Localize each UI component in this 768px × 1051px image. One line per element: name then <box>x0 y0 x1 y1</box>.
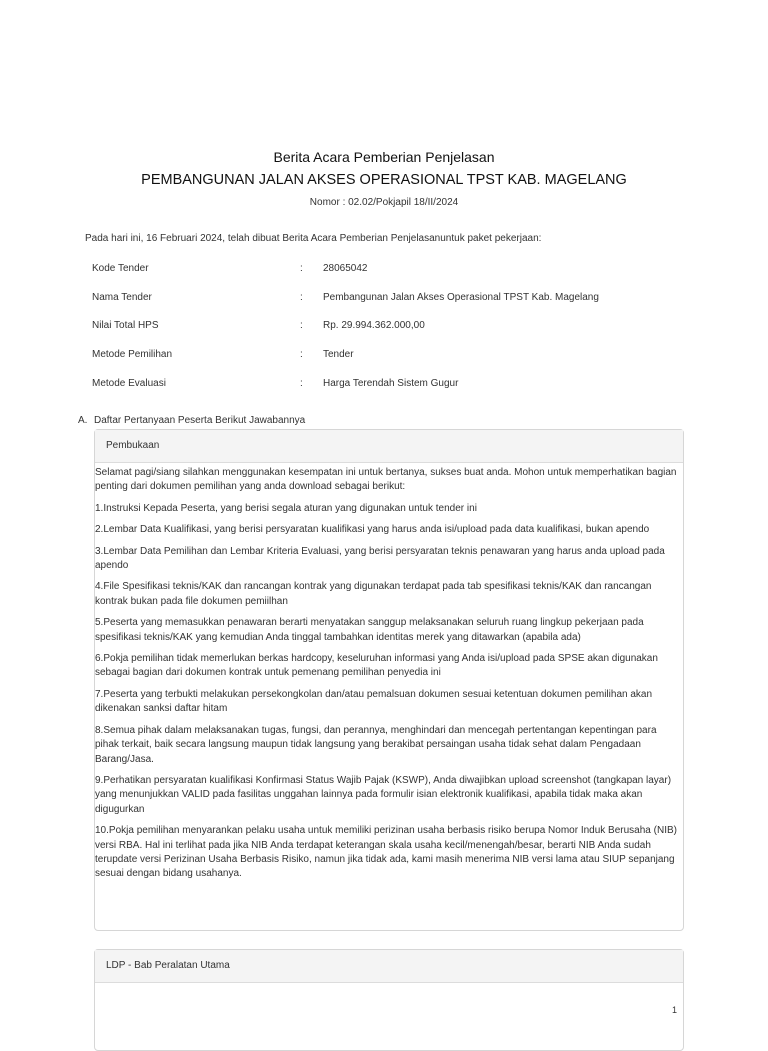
project-title: PEMBANGUNAN JALAN AKSES OPERASIONAL TPST KAB. MAGELANG <box>141 172 627 188</box>
detail-value: Pembangunan Jalan Akses Operasional TPST Kab. Magelang <box>323 292 599 303</box>
paragraph-item-8: 8.Semua pihak dalam melaksanakan tugas, fungsi, dan perannya, menghindari dan mencegah pertentangan kepentingan para pihak terkait, baik secara langsung maupun tidak langsung yang berakibat persaingan usaha tidak sehat dalam Pengadaan Barang/Jasa. <box>95 724 657 765</box>
intro-text: Pada hari ini, 16 Februari 2024, telah dibuat Berita Acara Pemberian Penjelasanuntuk paket pekerjaan: <box>85 233 542 244</box>
qa-panel-ldp-peralatan <box>94 949 684 1051</box>
panel-header: Pembukaan <box>95 430 683 463</box>
paragraph-item-7: 7.Peserta yang terbukti melakukan persekongkolan dan/atau pemalsuan dokumen sesuai ketentuan dokumen pemilihan akan dikenakan sanksi daftar hitam <box>95 688 653 715</box>
detail-value: Rp. 29.994.362.000,00 <box>323 320 425 331</box>
qa-panel-pembukaan <box>94 429 684 931</box>
detail-colon: : <box>300 320 303 331</box>
paragraph-item-10: 10.Pokja pemilihan menyarankan pelaku usaha untuk memiliki perizinan usaha berbasis risiko berupa Nomor Induk Berusaha (NIB) versi RBA. Hal ini terlihat pada jika NIB Anda terdapat keterangan skala usaha kecil/menengah/besar, berarti NIB Anda sudah terupdate versi Perizinan Usaha Berbasis Risiko, namun jika tidak ada, kami masih menerima NIB versi lama atau SIUP sepanjang sesuai dengan bidang usahanya. <box>95 825 677 880</box>
panel-header: LDP - Bab Peralatan Utama <box>95 950 683 983</box>
section-title: Daftar Pertanyaan Peserta Berikut Jawabannya <box>94 415 306 426</box>
detail-label: Kode Tender <box>92 263 149 274</box>
document-title: Berita Acara Pemberian Penjelasan <box>273 149 495 165</box>
paragraph-item-1: 1.Instruksi Kepada Peserta, yang berisi segala aturan yang digunakan untuk tender ini <box>95 502 477 514</box>
paragraph-greeting: Selamat pagi/siang silahkan menggunakan kesempatan ini untuk bertanya, sukses buat anda. Mohon untuk memperhatikan bagian penting dari dokumen pemilihan yang anda download sebagai berikut: <box>95 467 677 493</box>
section-marker: A. <box>78 415 88 426</box>
detail-value: 28065042 <box>323 263 368 274</box>
paragraph-item-9: 9.Perhatikan persyaratan kualifikasi Konfirmasi Status Wajib Pajak (KSWP), Anda diwajibkan upload screenshot (tangkapan layar) yang menunjukkan VALID pada fasilitas unggahan lainnya pada formulir isian elektronik kualifikasi, apabila tidak maka akan digugurkan <box>95 774 672 815</box>
section-a-heading <box>78 415 305 426</box>
page-number: 1 <box>671 1005 677 1015</box>
paragraph-item-6: 6.Pokja pemilihan tidak memerlukan berkas hardcopy, keseluruhan informasi yang Anda isi/upload pada SPSE akan digunakan sebagai bagian dari dokumen kontrak untuk pemenang pemilihan penyedia ini <box>95 653 658 679</box>
panel-body <box>95 463 683 882</box>
detail-colon: : <box>300 263 303 274</box>
paragraph-item-4: 4.File Spesifikasi teknis/KAK dan rancangan kontrak yang digunakan terdapat pada tab spesifikasi teknis/KAK dan rancangan kontrak bukan pada file dokumen pemiilhan <box>95 581 652 607</box>
detail-label: Nilai Total HPS <box>92 320 159 331</box>
detail-label: Metode Pemilihan <box>92 349 173 360</box>
detail-value: Tender <box>323 349 354 360</box>
detail-colon: : <box>300 378 303 389</box>
detail-label: Nama Tender <box>92 292 152 303</box>
document-number: Nomor : 02.02/Pokjapil 18/II/2024 <box>309 197 459 208</box>
paragraph-item-3: 3.Lembar Data Pemilihan dan Lembar Kriteria Evaluasi, yang berisi persyaratan teknis penawaran yang harus anda upload pada apendo <box>95 545 665 572</box>
detail-colon: : <box>300 349 303 360</box>
paragraph-item-5: 5.Peserta yang memasukkan penawaran berarti menyatakan sanggup melaksanakan seluruh ruang lingkup pekerjaan pada spesifikasi teknis/KAK yang kemudian Anda tinggal tambahkan identitas merek yang ditawarkan (apabila ada) <box>95 617 644 643</box>
paragraph-item-2: 2.Lembar Data Kualifikasi, yang berisi persyaratan kualifikasi yang harus anda isi/upload pada data kualifikasi, bukan apendo <box>95 524 650 536</box>
detail-label: Metode Evaluasi <box>92 378 166 389</box>
detail-colon: : <box>300 292 303 303</box>
detail-value: Harga Terendah Sistem Gugur <box>323 378 459 389</box>
